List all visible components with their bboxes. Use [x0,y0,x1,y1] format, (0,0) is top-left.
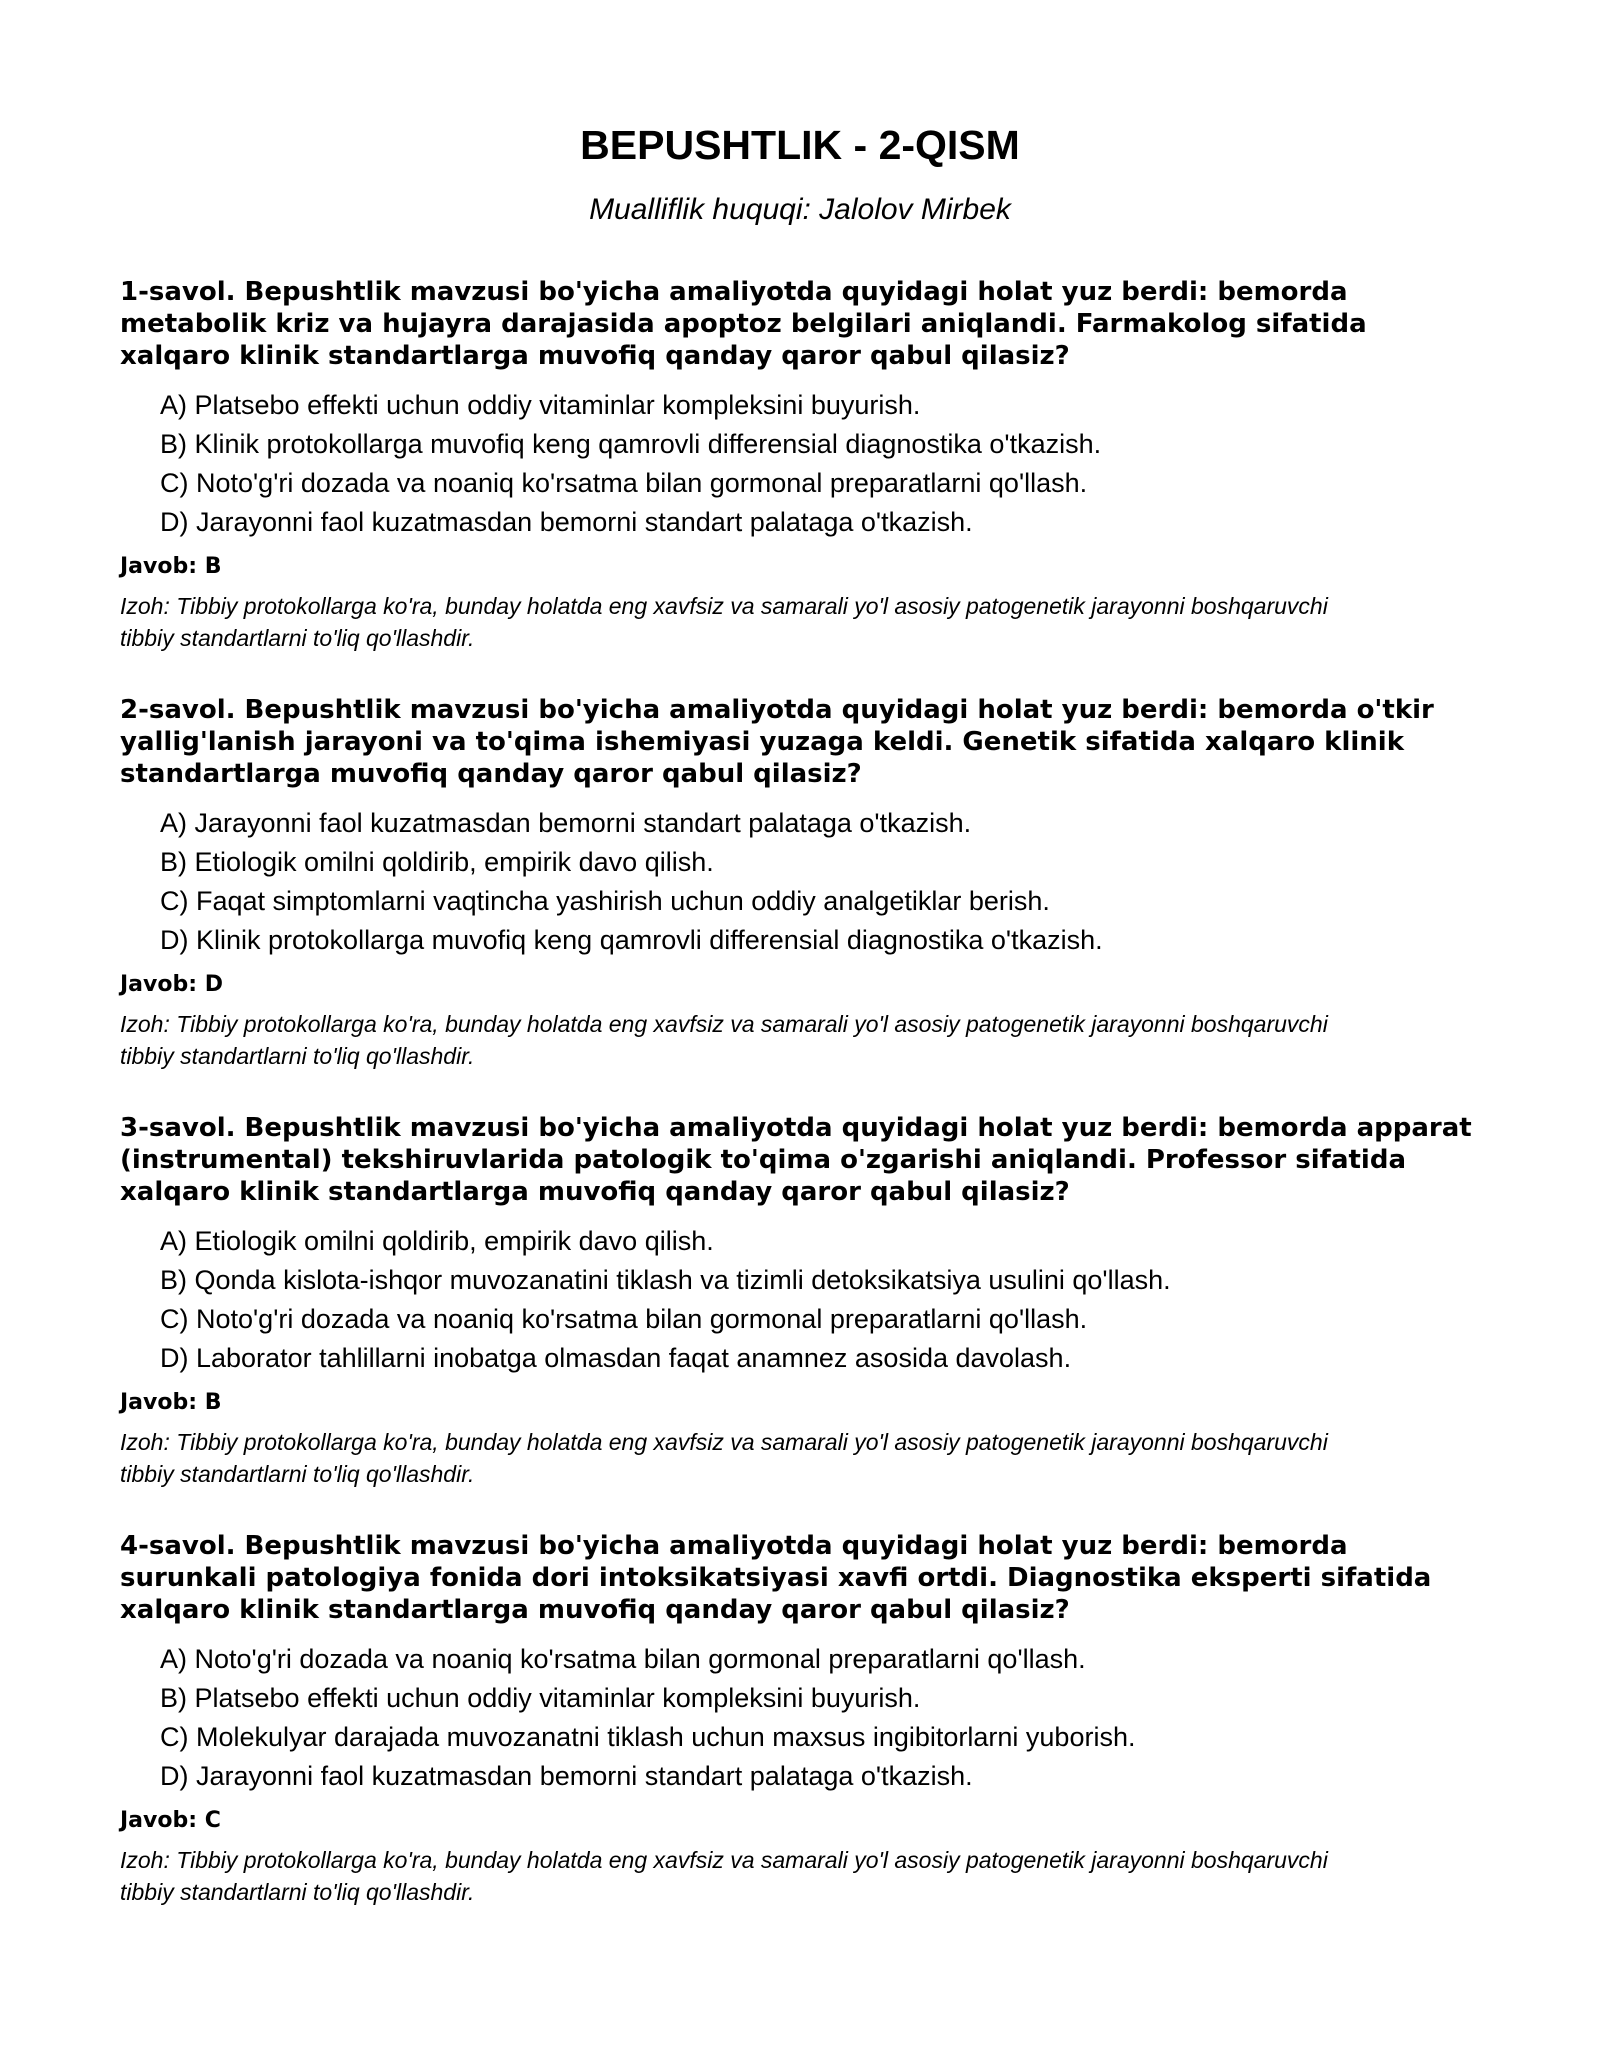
explanation-text: Izoh: Tibbiy protokollarga ko'ra, bunday holatda eng xavfsiz va samarali yo'l asosiy patogenetik jarayonni boshqaruvchi tibbiy standartlarni to'liq qo'llashdir. [120,1847,1328,1905]
option-d: D) Jarayonni faol kuzatmasdan bemorni standart palataga o'tkazish. [160,507,973,537]
option-d: D) Laborator tahlillarni inobatga olmasdan faqat anamnez asosida davolash. [160,1343,1072,1373]
option-a: A) Etiologik omilni qoldirib, empirik davo qilish. [160,1226,714,1256]
question-text: 4-savol. Bepushtlik mavzusi bo'yicha amaliyotda quyidagi holat yuz berdi: bemorda surunkali patologiya fonida dori intoksikatsiyasi xavfi ortdi. Diagnostika eksperti sifatida xalqaro klinik standartlarga muvofiq qanday qaror qabul qilasiz? [120,1531,1432,1625]
question-text: 2-savol. Bepushtlik mavzusi bo'yicha amaliyotda quyidagi holat yuz berdi: bemorda o'tkir yallig'lanish jarayoni va to'qima ishemiyasi yuzaga keldi. Genetik sifatida xalqaro klinik standartlarga muvofiq qanday qaror qabul qilasiz? [120,695,1434,789]
option-c: C) Molekulyar darajada muvozanatni tiklash uchun maxsus ingibitorlarni yuborish. [160,1722,1136,1752]
answer-label: Javob: B [120,554,222,579]
option-c: C) Faqat simptomlarni vaqtincha yashirish uchun oddiy analgetiklar berish. [160,886,1050,916]
answer-label: Javob: C [120,1808,221,1833]
question-list [120,276,1480,1908]
option-a: A) Platsebo effekti uchun oddiy vitaminlar kompleksini buyurish. [160,390,921,420]
option-d: D) Jarayonni faol kuzatmasdan bemorni standart palataga o'tkazish. [160,1761,973,1791]
question-block [120,694,1480,1072]
option-b: B) Qonda kislota-ishqor muvozanatini tiklash va tizimli detoksikatsiya usulini qo'llash. [160,1265,1171,1295]
answer-label: Javob: D [120,972,223,997]
option-b: B) Klinik protokollarga muvofiq keng qamrovli differensial diagnostika o'tkazish. [160,429,1102,459]
option-b: B) Platsebo effekti uchun oddiy vitaminlar kompleksini buyurish. [160,1683,921,1713]
document-title: BEPUSHTLIK - 2-QISM [580,122,1020,168]
option-a: A) Noto'g'ri dozada va noaniq ko'rsatma bilan gormonal preparatlarni qo'llash. [160,1644,1086,1674]
option-list [160,804,1480,960]
option-b: B) Etiologik omilni qoldirib, empirik davo qilish. [160,847,714,877]
option-list [160,1640,1480,1796]
option-a: A) Jarayonni faol kuzatmasdan bemorni standart palataga o'tkazish. [160,808,972,838]
question-text: 3-savol. Bepushtlik mavzusi bo'yicha amaliyotda quyidagi holat yuz berdi: bemorda apparat (instrumental) tekshiruvlarida patologik to'qima o'zgarishi aniqlandi. Professor sifatida xalqaro klinik standartlarga muvofiq qanday qaror qabul qilasiz? [120,1113,1472,1207]
document-page [120,0,1480,1948]
question-block [120,276,1480,654]
option-c: C) Noto'g'ri dozada va noaniq ko'rsatma bilan gormonal preparatlarni qo'llash. [160,1304,1088,1334]
option-c: C) Noto'g'ri dozada va noaniq ko'rsatma bilan gormonal preparatlarni qo'llash. [160,468,1088,498]
explanation-text: Izoh: Tibbiy protokollarga ko'ra, bunday holatda eng xavfsiz va samarali yo'l asosiy patogenetik jarayonni boshqaruvchi tibbiy standartlarni to'liq qo'llashdir. [120,1429,1328,1487]
copyright-subtitle: Mualliflik huquqi: Jalolov Mirbek [589,193,1011,226]
explanation-text: Izoh: Tibbiy protokollarga ko'ra, bunday holatda eng xavfsiz va samarali yo'l asosiy patogenetik jarayonni boshqaruvchi tibbiy standartlarni to'liq qo'llashdir. [120,593,1328,651]
option-list [160,1222,1480,1378]
question-block [120,1530,1480,1908]
option-d: D) Klinik protokollarga muvofiq keng qamrovli differensial diagnostika o'tkazish. [160,925,1103,955]
question-text: 1-savol. Bepushtlik mavzusi bo'yicha amaliyotda quyidagi holat yuz berdi: bemorda metabolik kriz va hujayra darajasida apoptoz belgilari aniqlandi. Farmakolog sifatida xalqaro klinik standartlarga muvofiq qanday qaror qabul qilasiz? [120,277,1367,371]
question-block [120,1112,1480,1490]
answer-label: Javob: B [120,1390,222,1415]
option-list [160,386,1480,542]
explanation-text: Izoh: Tibbiy protokollarga ko'ra, bunday holatda eng xavfsiz va samarali yo'l asosiy patogenetik jarayonni boshqaruvchi tibbiy standartlarni to'liq qo'llashdir. [120,1011,1328,1069]
